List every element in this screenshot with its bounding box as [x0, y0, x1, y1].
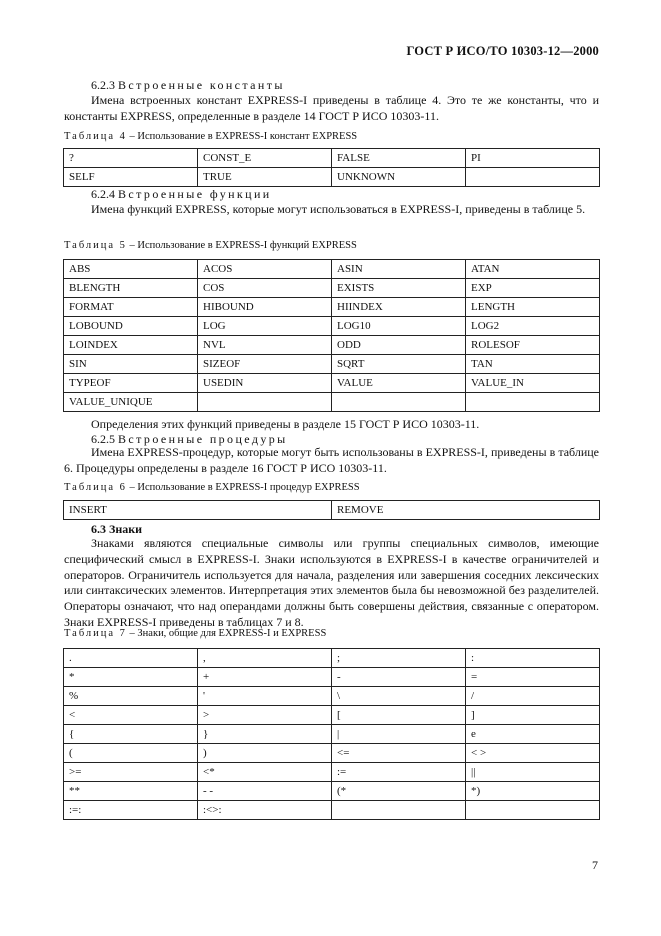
table-cell: :=: — [64, 801, 198, 820]
table-cell: SQRT — [332, 355, 466, 374]
table-cell: LOG — [198, 317, 332, 336]
table-row — [64, 336, 600, 355]
table-cell — [332, 801, 466, 820]
page-number: 7 — [592, 858, 598, 872]
table-row — [64, 393, 600, 412]
caption-text: – Использование в EXPRESS-I процедур EXPRESS — [126, 482, 360, 493]
table-row — [64, 744, 600, 763]
table-cell: CONST_E — [198, 149, 332, 168]
table7 — [63, 648, 600, 820]
table-cell — [332, 393, 466, 412]
table-cell: [ — [332, 706, 466, 725]
caption-text: – Использование в EXPRESS-I констант EXPRESS — [126, 131, 358, 142]
page-header: ГОСТ Р ИСО/ТО 10303-12—2000 — [406, 44, 599, 58]
table-cell: (* — [332, 782, 466, 801]
table-cell: VALUE_IN — [466, 374, 600, 393]
table-cell: HIBOUND — [198, 298, 332, 317]
table-cell: *) — [466, 782, 600, 801]
table-cell: PI — [466, 149, 600, 168]
table6-body — [64, 501, 600, 520]
table-cell: SELF — [64, 168, 198, 187]
table4-body — [64, 149, 600, 187]
table-cell: e — [466, 725, 600, 744]
heading-text: Встроенные процедуры — [118, 432, 288, 446]
table-cell: ) — [198, 744, 332, 763]
table4 — [63, 148, 600, 187]
table-row — [64, 298, 600, 317]
table-cell: COS — [198, 279, 332, 298]
heading-text: Встроенные функции — [118, 187, 272, 201]
section-body-6-3: Знаками являются специальные символы или группы специальных символов, имеющие специфический смысл в EXPRESS-I. Знаки используются в EXPRESS-I в качестве ограничителей и операторов. Ограничитель используется для начала, разделения или завершения соседних лексических или синтаксических элементов. Интерпретация этих элементов была бы невозможной без разделителей. Операторы означают, что над операндами должны быть совершены действия, связанные с оператором. Знаки EXPRESS-I приведены в таблицах 7 и 8. — [64, 536, 599, 629]
caption-label: Таблица 5 — [64, 240, 127, 251]
table-cell: ** — [64, 782, 198, 801]
table-cell — [466, 393, 600, 412]
table-cell: INSERT — [64, 501, 332, 520]
table-cell: > — [198, 706, 332, 725]
table-cell: < — [64, 706, 198, 725]
table-cell: : — [466, 649, 600, 668]
table-cell: = — [466, 668, 600, 687]
table-cell: ] — [466, 706, 600, 725]
table-cell: >= — [64, 763, 198, 782]
heading-number: 6.2.3 — [91, 78, 115, 92]
table-cell: % — [64, 687, 198, 706]
table-cell: LOBOUND — [64, 317, 198, 336]
heading-text: Встроенные константы — [118, 78, 285, 92]
table-cell: TYPEOF — [64, 374, 198, 393]
table-cell: { — [64, 725, 198, 744]
table-row — [64, 782, 600, 801]
section-body-6-2-5: Имена EXPRESS-процедур, которые могут быть использованы в EXPRESS-I, приведены в таблице 6. Процедуры определены в разделе 16 ГОСТ Р ИСО 10303-11. — [64, 445, 599, 475]
table-row — [64, 687, 600, 706]
table-cell: < > — [466, 744, 600, 763]
table-row — [64, 763, 600, 782]
table-row — [64, 279, 600, 298]
section-heading-6-2-3 — [64, 78, 599, 94]
table-row — [64, 668, 600, 687]
table-cell: TAN — [466, 355, 600, 374]
table4-caption — [64, 131, 357, 142]
section-heading-6-2-4 — [64, 187, 599, 203]
table-cell: := — [332, 763, 466, 782]
table-cell: EXISTS — [332, 279, 466, 298]
table-cell: LENGTH — [466, 298, 600, 317]
table-cell: SIZEOF — [198, 355, 332, 374]
table-row — [64, 260, 600, 279]
table-cell: + — [198, 668, 332, 687]
table-cell: VALUE — [332, 374, 466, 393]
table-cell: , — [198, 649, 332, 668]
table-cell: ' — [198, 687, 332, 706]
caption-label: Таблица 4 — [64, 131, 127, 142]
table-cell: <* — [198, 763, 332, 782]
table-cell: * — [64, 668, 198, 687]
table-cell: REMOVE — [332, 501, 600, 520]
caption-text: – Использование в EXPRESS-I функций EXPRESS — [126, 240, 357, 251]
table-cell: ; — [332, 649, 466, 668]
table-cell: SIN — [64, 355, 198, 374]
table7-body — [64, 649, 600, 820]
table-cell — [198, 393, 332, 412]
heading-number: 6.2.4 — [91, 187, 115, 201]
table-row — [64, 649, 600, 668]
table-cell: ROLESOF — [466, 336, 600, 355]
caption-label: Таблица 7 — [64, 628, 127, 639]
table-cell: <= — [332, 744, 466, 763]
section-body-6-2-4: Имена функций EXPRESS, которые могут использоваться в EXPRESS-I, приведены в таблице 5. — [91, 202, 586, 216]
table-cell: } — [198, 725, 332, 744]
caption-text: – Знаки, общие для EXPRESS-I и EXPRESS — [126, 628, 327, 639]
table-cell: FORMAT — [64, 298, 198, 317]
table-cell: ATAN — [466, 260, 600, 279]
table-row — [64, 706, 600, 725]
section-body-6-2-3: Имена встроенных констант EXPRESS-I приведены в таблице 4. Это те же константы, что и константы EXPRESS, определенные в разделе 14 ГОСТ Р ИСО 10303-11. — [64, 93, 599, 123]
table-cell: ODD — [332, 336, 466, 355]
table-cell — [466, 801, 600, 820]
table5-body — [64, 260, 600, 412]
table-row — [64, 149, 600, 168]
section-heading-6-3: 6.3 Знаки — [91, 522, 143, 536]
table-row — [64, 501, 600, 520]
table-cell: FALSE — [332, 149, 466, 168]
table-cell: . — [64, 649, 198, 668]
table-cell: ASIN — [332, 260, 466, 279]
table-cell: VALUE_UNIQUE — [64, 393, 198, 412]
table-cell: LOINDEX — [64, 336, 198, 355]
table6-caption — [64, 482, 360, 493]
table-cell: ACOS — [198, 260, 332, 279]
table-cell: - - — [198, 782, 332, 801]
table-cell: / — [466, 687, 600, 706]
table5 — [63, 259, 600, 412]
table-row — [64, 355, 600, 374]
table-cell: NVL — [198, 336, 332, 355]
table-cell: TRUE — [198, 168, 332, 187]
table-cell: LOG10 — [332, 317, 466, 336]
table-cell: || — [466, 763, 600, 782]
table-row — [64, 317, 600, 336]
table6 — [63, 500, 600, 520]
table-cell: HIINDEX — [332, 298, 466, 317]
table-cell: ? — [64, 149, 198, 168]
table5-caption — [64, 240, 357, 251]
table-cell: \ — [332, 687, 466, 706]
table-cell: UNKNOWN — [332, 168, 466, 187]
table-cell: :<>: — [198, 801, 332, 820]
table-row — [64, 725, 600, 744]
table-row — [64, 168, 600, 187]
table7-caption — [64, 628, 326, 639]
definitions-note: Определения этих функций приведены в разделе 15 ГОСТ Р ИСО 10303-11. — [91, 417, 480, 431]
table-cell: BLENGTH — [64, 279, 198, 298]
table-cell: LOG2 — [466, 317, 600, 336]
caption-label: Таблица 6 — [64, 482, 127, 493]
table-cell: - — [332, 668, 466, 687]
table-cell: ABS — [64, 260, 198, 279]
table-cell: | — [332, 725, 466, 744]
table-row — [64, 801, 600, 820]
table-cell — [466, 168, 600, 187]
heading-number: 6.2.5 — [91, 432, 115, 446]
table-cell: USEDIN — [198, 374, 332, 393]
table-cell: EXP — [466, 279, 600, 298]
table-row — [64, 374, 600, 393]
table-cell: ( — [64, 744, 198, 763]
